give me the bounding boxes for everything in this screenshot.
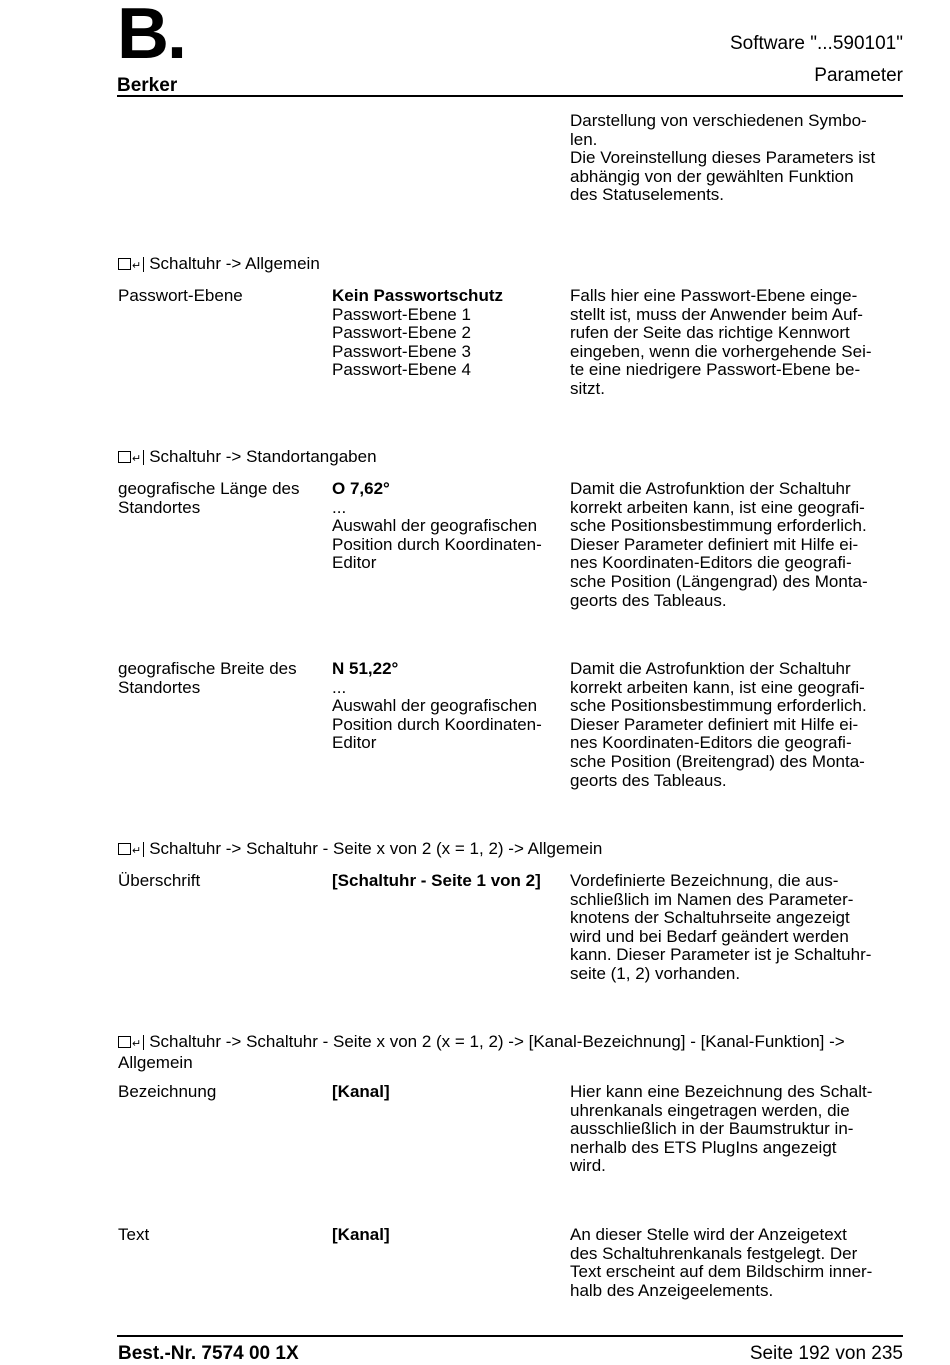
section-title-text: Allgemein xyxy=(118,1052,193,1072)
section-title-text: Schaltuhr -> Standortangaben xyxy=(149,447,377,466)
intro-text xyxy=(570,112,905,205)
param-description xyxy=(570,872,905,984)
text-line: Darstellung von verschiedenen Symbo- xyxy=(570,111,867,130)
footer-rule xyxy=(117,1335,903,1337)
param-option: ... xyxy=(332,497,347,517)
param-option: Auswahl der geografischen xyxy=(332,696,538,716)
order-number: Best.-Nr. 7574 00 1X xyxy=(118,1343,299,1364)
text-line: eingeben, wenn die vorhergehende Sei- xyxy=(570,341,872,361)
text-line: Hier kann eine Bezeichnung des Schalt- xyxy=(570,1082,873,1101)
arrow-icon: ↵ xyxy=(132,1038,142,1050)
logo-name: Berker xyxy=(117,75,178,96)
text-line: Damit die Astrofunktion der Schaltuhr xyxy=(570,479,851,498)
section-title-text: Schaltuhr -> Allgemein xyxy=(149,254,320,273)
param-values xyxy=(332,1226,564,1245)
text-line: sche Positionsbestimmung erforderlich. xyxy=(570,696,867,716)
param-option: Passwort-Ebene 2 xyxy=(332,323,471,343)
text-line: kann. Dieser Parameter ist je Schaltuhr- xyxy=(570,945,872,965)
arrow-icon: ↵ xyxy=(132,453,142,465)
param-option: Passwort-Ebene 3 xyxy=(332,341,471,361)
parameter-node-icon xyxy=(118,1036,131,1048)
param-default: [Kanal] xyxy=(332,1082,390,1101)
param-name xyxy=(118,872,323,891)
param-option: Position durch Koordinaten- xyxy=(332,714,542,734)
param-values xyxy=(332,660,564,753)
software-label: Software "...590101" xyxy=(730,33,903,54)
text-line: korrekt arbeiten kann, ist eine geografi- xyxy=(570,677,865,697)
param-values xyxy=(332,287,564,380)
text-line: geografische Länge des xyxy=(118,479,300,498)
parameter-node-icon xyxy=(118,451,131,463)
berker-logo xyxy=(117,0,189,96)
section-label: Parameter xyxy=(814,65,903,86)
param-option: Editor xyxy=(332,553,377,573)
text-line: schließlich im Namen des Parameter- xyxy=(570,889,854,909)
text-line: wird. xyxy=(570,1156,606,1176)
section-title xyxy=(118,840,908,861)
text-line: sitzt. xyxy=(570,378,605,398)
parameter-node-icon xyxy=(118,258,131,270)
param-description xyxy=(570,660,905,790)
param-default: Kein Passwortschutz xyxy=(332,286,503,305)
text-line: nes Koordinaten-Editors die geografi- xyxy=(570,733,852,753)
text-line: des Statuselements. xyxy=(570,185,725,205)
text-line: sche Positionsbestimmung erforderlich. xyxy=(570,516,867,536)
text-line: des Schaltuhrenkanals festgelegt. Der xyxy=(570,1243,858,1263)
text-line: Standortes xyxy=(118,677,201,697)
text-line: sche Position (Längengrad) des Monta- xyxy=(570,571,868,591)
text-line: korrekt arbeiten kann, ist eine geografi- xyxy=(570,497,865,517)
section-title xyxy=(118,255,908,276)
param-default: O 7,62° xyxy=(332,479,390,498)
text-line: Bezeichnung xyxy=(118,1082,217,1101)
param-default: N 51,22° xyxy=(332,659,399,678)
param-name xyxy=(118,660,323,697)
param-description xyxy=(570,480,905,610)
text-line: Text erscheint auf dem Bildschirm inner- xyxy=(570,1262,873,1282)
text-line: Überschrift xyxy=(118,871,201,890)
text-line: Passwort-Ebene xyxy=(118,286,243,305)
param-option: ... xyxy=(332,677,347,697)
text-line: seite (1, 2) vorhanden. xyxy=(570,963,741,983)
parameter-node-icon xyxy=(118,843,131,855)
text-line: Die Voreinstellung dieses Parameters ist xyxy=(570,148,876,168)
text-line: abhängig von der gewählten Funktion xyxy=(570,166,854,186)
section-title-text: Schaltuhr -> Schaltuhr - Seite x von 2 (x = 1, 2) -> Allgemein xyxy=(149,839,603,858)
text-line: Vordefinierte Bezeichnung, die aus- xyxy=(570,871,839,890)
text-line: nerhalb des ETS PlugIns angezeigt xyxy=(570,1137,837,1157)
param-option: Passwort-Ebene 1 xyxy=(332,304,471,324)
param-description xyxy=(570,287,905,399)
text-line: Dieser Parameter definiert mit Hilfe ei- xyxy=(570,534,859,554)
section-title-text: Schaltuhr -> Schaltuhr - Seite x von 2 (x = 1, 2) -> [Kanal-Bezeichnung] - [Kanal-Funktion] -> xyxy=(149,1032,845,1051)
text-line: uhrenkanals eingetragen werden, die xyxy=(570,1100,850,1120)
text-line: Damit die Astrofunktion der Schaltuhr xyxy=(570,659,851,678)
text-line: Falls hier eine Passwort-Ebene einge- xyxy=(570,286,858,305)
text-line: Standortes xyxy=(118,497,201,517)
text-line: knotens der Schaltuhrseite angezeigt xyxy=(570,908,850,928)
section-title xyxy=(118,1033,908,1072)
param-description xyxy=(570,1226,905,1300)
text-line: Text xyxy=(118,1225,150,1244)
param-name xyxy=(118,1226,323,1245)
param-default: [Schaltuhr - Seite 1 von 2] xyxy=(332,871,541,890)
param-values xyxy=(332,872,564,891)
param-description xyxy=(570,1083,905,1176)
text-line: An dieser Stelle wird der Anzeigetext xyxy=(570,1225,847,1244)
param-option: Position durch Koordinaten- xyxy=(332,534,542,554)
text-line: Dieser Parameter definiert mit Hilfe ei- xyxy=(570,714,859,734)
text-line: georts des Tableaus. xyxy=(570,590,727,610)
param-default: [Kanal] xyxy=(332,1225,390,1244)
text-line: geografische Breite des xyxy=(118,659,297,678)
text-line: sche Position (Breitengrad) des Monta- xyxy=(570,751,865,771)
param-option: Editor xyxy=(332,733,377,753)
section-title xyxy=(118,448,908,469)
text-line: rufen der Seite das richtige Kennwort xyxy=(570,323,850,343)
param-option: Auswahl der geografischen xyxy=(332,516,538,536)
param-values xyxy=(332,480,564,573)
text-line: ausschließlich in der Baumstruktur in- xyxy=(570,1119,854,1139)
logo-letter: B. xyxy=(117,0,185,74)
text-line: georts des Tableaus. xyxy=(570,770,727,790)
param-values xyxy=(332,1083,564,1102)
header-rule xyxy=(117,95,903,97)
param-option: Passwort-Ebene 4 xyxy=(332,360,471,380)
param-name xyxy=(118,480,323,517)
arrow-icon: ↵ xyxy=(132,845,142,857)
text-line: te eine niedrigere Passwort-Ebene be- xyxy=(570,360,861,380)
param-name xyxy=(118,287,323,306)
text-line: len. xyxy=(570,129,598,149)
text-line: stellt ist, muss der Anwender beim Auf- xyxy=(570,304,863,324)
page-number: Seite 192 von 235 xyxy=(749,1343,903,1364)
param-name xyxy=(118,1083,323,1102)
text-line: wird und bei Bedarf geändert werden xyxy=(570,926,849,946)
text-line: halb des Anzeigeelements. xyxy=(570,1280,774,1300)
text-line: nes Koordinaten-Editors die geografi- xyxy=(570,553,852,573)
arrow-icon: ↵ xyxy=(132,260,142,272)
